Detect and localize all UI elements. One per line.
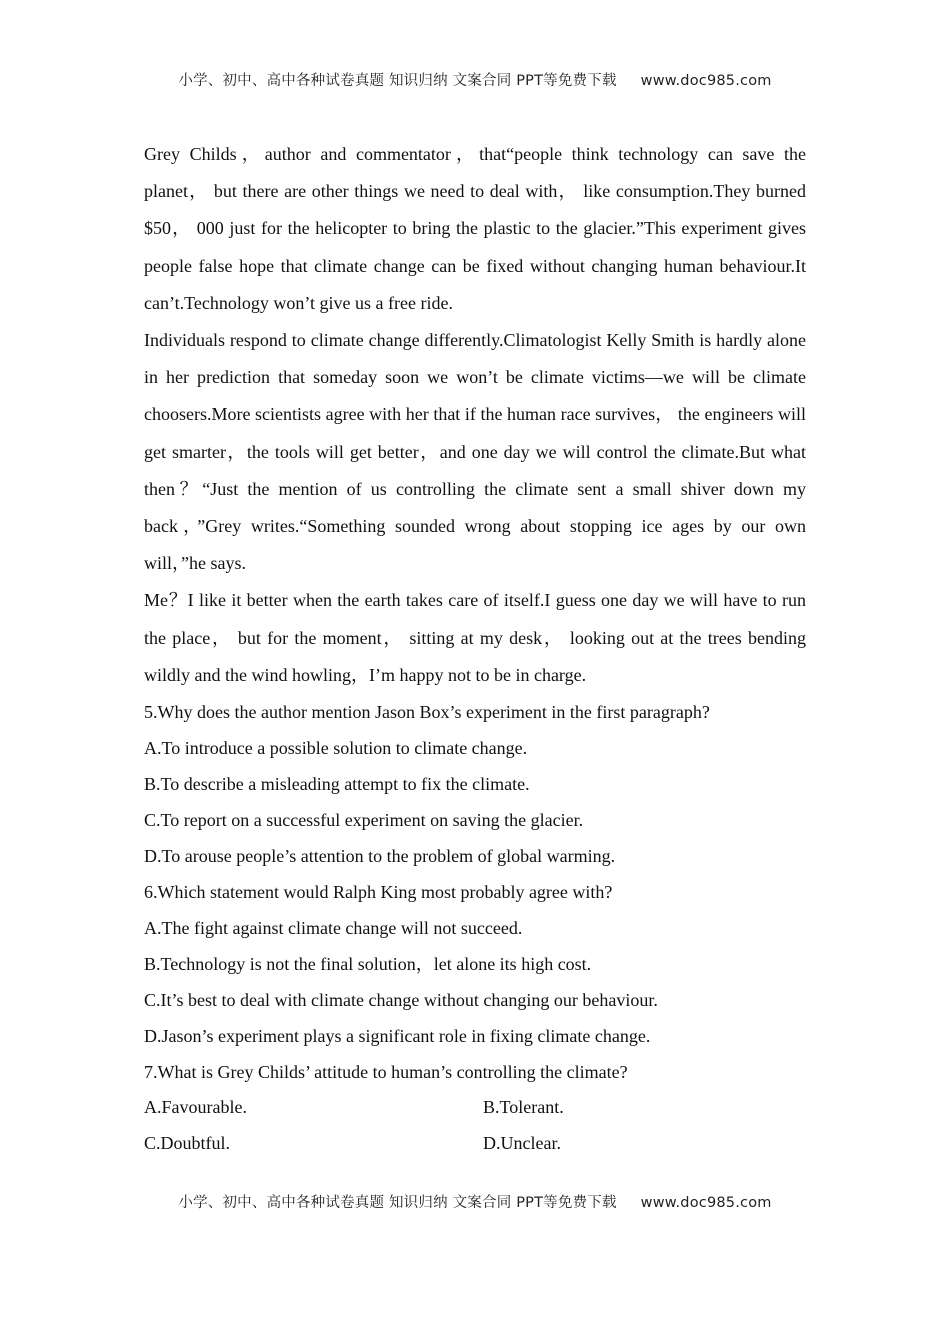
header-site-link[interactable]: www.doc985.com — [640, 73, 772, 89]
question-5-option-b: B.To describe a misleading attempt to fix the climate. — [144, 774, 530, 795]
question-7-option-d: D.Unclear. — [483, 1132, 561, 1153]
question-5-stem: 5.Why does the author mention Jason Box’s experiment in the first paragraph? — [144, 702, 710, 723]
question-6-option-b: B.Technology is not the final solution，let alone its high cost. — [144, 954, 592, 975]
question-6 — [144, 874, 806, 1054]
question-7-option-a: A.Favourable. — [144, 1097, 247, 1118]
question-7 — [144, 1054, 806, 1161]
passage-paragraph-3: Me？I like it better when the earth takes care of itself.I guess one day we will have to run the place， but for the moment， sitting at my desk， looking out at the trees bending wildly and the wind howling，I’m happy not to be in charge. — [144, 590, 806, 685]
passage-paragraph-2: Individuals respond to climate change differently.Climatologist Kelly Smith is hardly alone in her prediction that someday soon we won’t be climate victims—we will be climate choosers.More scientists agree with her that if the human race survives， the engineers will get smarter，the tools will get better，and one day we will control the climate.But what then？“Just the mention of us controlling the climate sent a small shiver down my back，”Grey writes.“Something sounded wrong about stopping ice ages by our own will，”he says. — [144, 330, 806, 574]
question-7-option-b: B.Tolerant. — [483, 1097, 564, 1118]
page-footer — [0, 1191, 950, 1212]
footer-site-link[interactable]: www.doc985.com — [640, 1195, 772, 1211]
page-header — [0, 69, 950, 90]
question-7-option-c: C.Doubtful. — [144, 1132, 231, 1153]
question-5 — [144, 694, 806, 874]
footer-text: 小学、初中、高中各种试卷真题 知识归纳 文案合同 PPT等免费下载 — [178, 1195, 617, 1211]
question-6-option-d: D.Jason’s experiment plays a significant role in fixing climate change. — [144, 1026, 651, 1047]
question-7-stem: 7.What is Grey Childs’ attitude to human’s controlling the climate? — [144, 1062, 628, 1083]
question-7-options-row-1 — [144, 1090, 806, 1126]
question-6-option-c: C.It’s best to deal with climate change without changing our behaviour. — [144, 990, 658, 1011]
passage-paragraph-1: Grey Childs，author and commentator，that“people think technology can save the planet， but there are other things we need to deal with， like consumption.They burned $50， 000 just for the helicopter to bring the plastic to the glacier.”This experiment gives people false hope that climate change can be fixed without changing human behaviour.It can’t.Technology won’t give us a free ride. — [144, 144, 806, 313]
header-text: 小学、初中、高中各种试卷真题 知识归纳 文案合同 PPT等免费下载 — [178, 73, 617, 89]
question-5-option-c: C.To report on a successful experiment on saving the glacier. — [144, 810, 584, 831]
question-6-stem: 6.Which statement would Ralph King most probably agree with? — [144, 882, 613, 903]
question-6-option-a: A.The fight against climate change will not succeed. — [144, 918, 523, 939]
question-7-options-row-2 — [144, 1126, 806, 1162]
question-5-option-d: D.To arouse people’s attention to the problem of global warming. — [144, 846, 616, 867]
document-body — [144, 136, 806, 1161]
question-5-option-a: A.To introduce a possible solution to climate change. — [144, 738, 528, 759]
